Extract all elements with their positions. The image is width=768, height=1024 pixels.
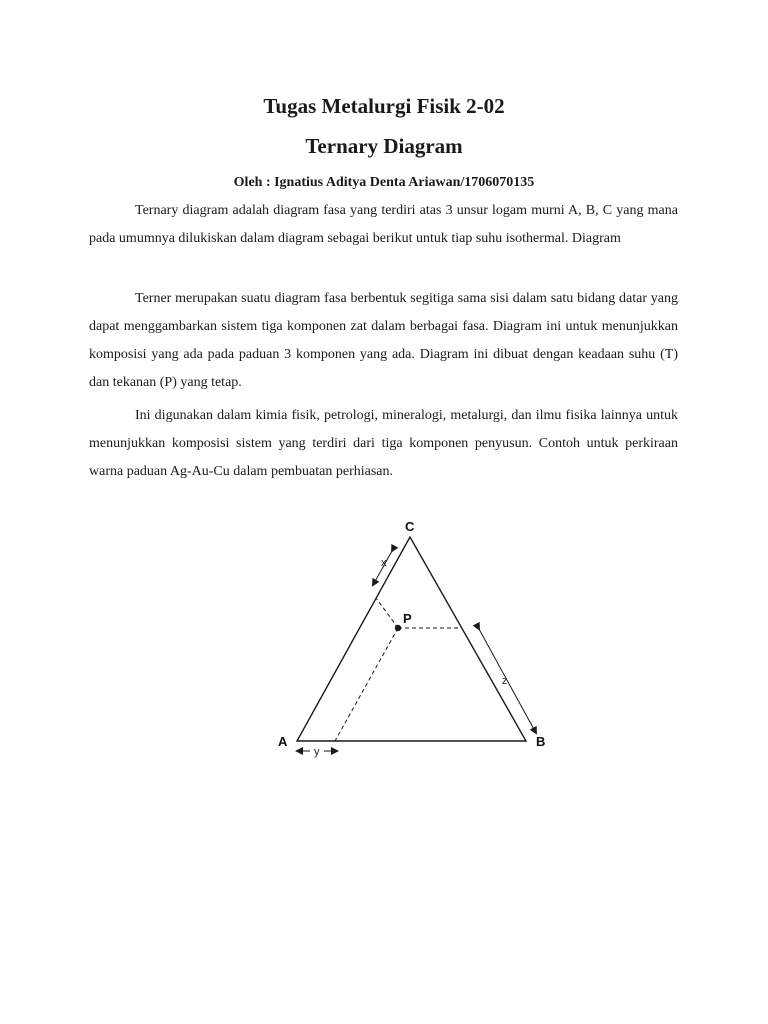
point-label-p: P [403, 611, 412, 626]
paragraph-3: Ini digunakan dalam kimia fisik, petrologi, mineralogi, metalurgi, dan ilmu fisika lainnya untuk menunjukkan komposisi sistem yang terdiri dari tiga komponen penyusun. Contoh untuk perkiraan warna paduan Ag-Au-Cu dalam pembuatan perhiasan. [89, 408, 678, 479]
vertex-label-b: B [536, 734, 546, 749]
ternary-diagram [270, 512, 560, 762]
vertex-label-a: A [278, 734, 288, 749]
axis-label-x: x [381, 557, 387, 569]
ternary-triangle [297, 537, 526, 741]
point-p [395, 625, 401, 631]
axis-label-y: y [314, 746, 320, 758]
document-subtitle: Ternary Diagram [305, 134, 463, 158]
author-line: Oleh : Ignatius Aditya Denta Ariawan/1706070135 [233, 175, 535, 190]
dashed-line-left [376, 598, 398, 628]
paragraph-2: Terner merupakan suatu diagram fasa berbentuk segitiga sama sisi dalam satu bidang datar yang dapat menggambarkan sistem tiga komponen zat dalam berbagai fasa. Diagram ini untuk menunjukkan komposisi yang ada pada paduan 3 komponen yang ada. Diagram ini dibuat dengan keadaan suhu (T) dan tekanan (P) yang tetap. [89, 291, 678, 390]
dashed-line-bottom [335, 628, 398, 741]
document-title: Tugas Metalurgi Fisik 2-02 [263, 94, 505, 118]
axis-label-z: z [502, 675, 508, 687]
vertex-label-c: C [405, 519, 415, 534]
arrow-z [479, 629, 536, 733]
paragraph-1: Ternary diagram adalah diagram fasa yang terdiri atas 3 unsur logam murni A, B, C yang mana pada umumnya dilukiskan dalam diagram sebagai berikut untuk tiap suhu isothermal. Diagram [89, 203, 678, 246]
